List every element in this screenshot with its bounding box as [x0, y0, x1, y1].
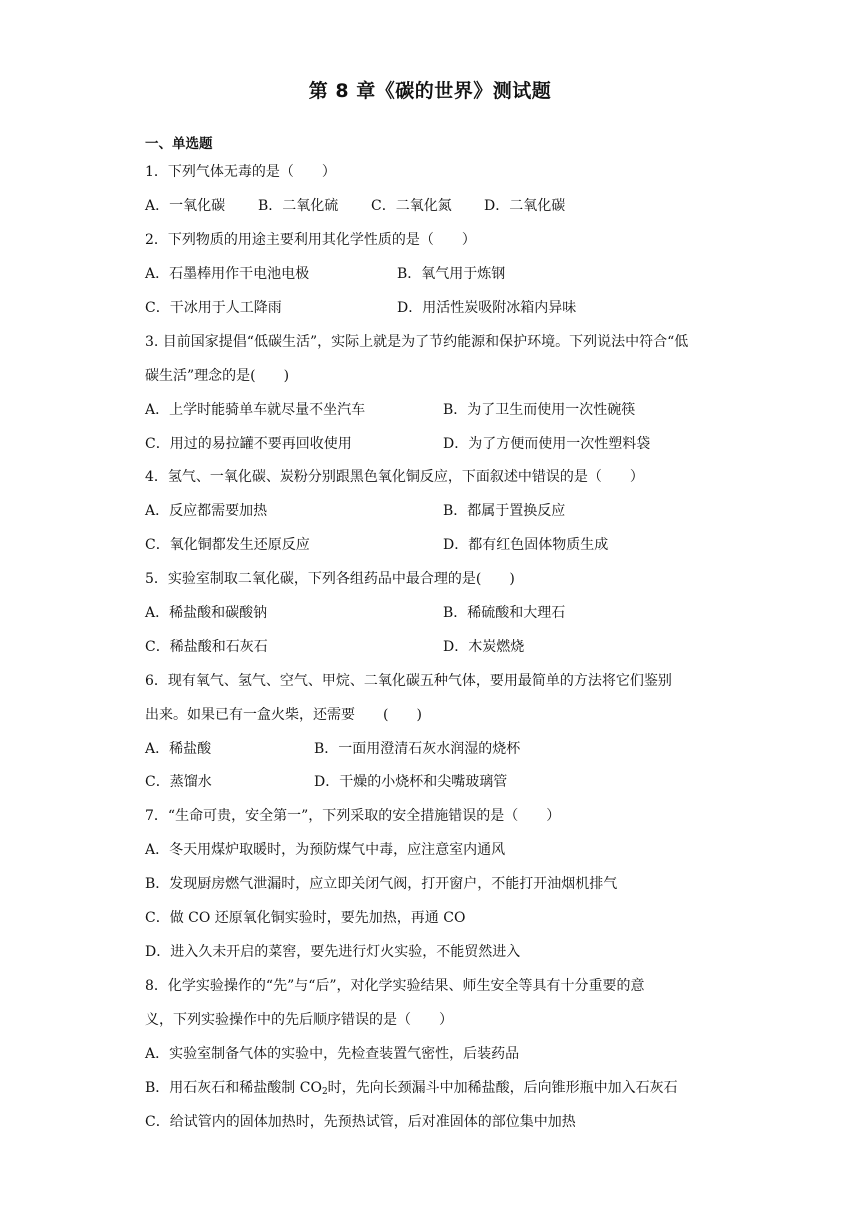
question-8-option-b-subscript: 2 [321, 1087, 328, 1097]
question-8-option-b-suffix: 时，先向长颈漏斗中加稀盐酸，后向锥形瓶中加入石灰石 [327, 1080, 678, 1096]
question-7-option-b: B．发现厨房燃气泄漏时，应立即关闭气阀，打开窗户，不能打开油烟机排气 [145, 876, 618, 892]
question-8-option-a: A．实验室制备气体的实验中，先检查装置气密性，后装药品 [145, 1046, 520, 1062]
question-2-option-c: C．干冰用于人工降雨 [145, 300, 282, 316]
question-8-option-b-prefix: B．用石灰石和稀盐酸制 CO [145, 1080, 322, 1096]
question-3-option-c: C．用过的易拉罐不要再回收使用 [145, 436, 352, 452]
question-3-option-a: A．上学时能骑单车就尽量不坐汽车 [145, 402, 366, 418]
question-7-stem: 7．“生命可贵，安全第一”，下列采取的安全措施错误的是（ ） [145, 808, 561, 824]
question-8-option-c: C．给试管内的固体加热时，先预热试管，后对准固体的部位集中加热 [145, 1114, 576, 1130]
question-4-option-a: A．反应都需要加热 [145, 503, 268, 519]
question-7-option-d: D．进入久未开启的菜窖，要先进行灯火实验，不能贸然进入 [145, 944, 521, 960]
question-1-stem: 1．下列气体无毒的是（ ） [145, 164, 336, 180]
question-2-option-d: D．用活性炭吸附冰箱内异味 [397, 300, 577, 316]
question-3-option-d: D．为了方便而使用一次性塑料袋 [443, 436, 651, 452]
question-5-option-c: C．稀盐酸和石灰石 [145, 639, 268, 655]
question-1-option-b: B．二氧化硫 [258, 198, 339, 214]
question-6-option-d: D．干燥的小烧杯和尖嘴玻璃管 [314, 774, 508, 790]
question-2-stem: 2．下列物质的用途主要利用其化学性质的是（ ） [145, 232, 476, 248]
question-5-stem: 5．实验室制取二氧化碳，下列各组药品中最合理的是( ) [145, 571, 515, 587]
question-1-option-c: C．二氧化氮 [371, 198, 452, 214]
question-8-stem-line-2: 义，下列实验操作中的先后顺序错误的是（ ） [145, 1012, 453, 1028]
question-5-option-d: D．木炭燃烧 [443, 639, 525, 655]
question-6-stem-line-1: 6．现有氧气、氢气、空气、甲烷、二氧化碳五种气体，要用最简单的方法将它们鉴别 [145, 673, 672, 689]
question-1-option-d: D．二氧化碳 [484, 198, 566, 214]
question-5-option-b: B．稀硫酸和大理石 [443, 605, 566, 621]
question-3-stem-line-2: 碳生活”理念的是( ) [145, 368, 290, 384]
question-4-stem: 4．氢气、一氧化碳、炭粉分别跟黑色氧化铜反应，下面叙述中错误的是（ ） [145, 469, 644, 485]
question-8-stem-line-1: 8．化学实验操作的“先”与“后”，对化学实验结果、师生安全等具有十分重要的意 [145, 978, 645, 994]
question-4-option-d: D．都有红色固体物质生成 [443, 537, 609, 553]
question-2-option-b: B．氧气用于炼钢 [397, 266, 506, 282]
page-title: 第 8 章《碳的世界》测试题 [308, 80, 552, 102]
question-4-option-b: B．都属于置换反应 [443, 503, 566, 519]
question-2-option-a: A．石墨棒用作干电池电极 [145, 266, 310, 282]
question-3-stem-line-1: 3. 目前国家提倡“低碳生活”，实际上就是为了节约能源和保护环境。下列说法中符合“低 [145, 334, 689, 350]
section-heading: 一、单选题 [145, 136, 213, 152]
question-6-stem-line-2: 出来。如果已有一盒火柴，还需要 ( ) [145, 707, 422, 723]
question-6-option-a: A．稀盐酸 [145, 741, 212, 757]
question-6-option-b: B．一面用澄清石灰水润湿的烧杯 [314, 741, 521, 757]
question-7-option-a: A．冬天用煤炉取暖时，为预防煤气中毒，应注意室内通风 [145, 842, 506, 858]
question-1-option-a: A．一氧化碳 [145, 198, 226, 214]
question-3-option-b: B．为了卫生而使用一次性碗筷 [443, 402, 636, 418]
question-8-option-b [145, 1078, 678, 1102]
question-5-option-a: A．稀盐酸和碳酸钠 [145, 605, 268, 621]
question-7-option-c: C．做 CO 还原氧化铜实验时，要先加热，再通 CO [145, 910, 466, 926]
question-4-option-c: C．氧化铜都发生还原反应 [145, 537, 310, 553]
question-6-option-c: C．蒸馏水 [145, 774, 212, 790]
